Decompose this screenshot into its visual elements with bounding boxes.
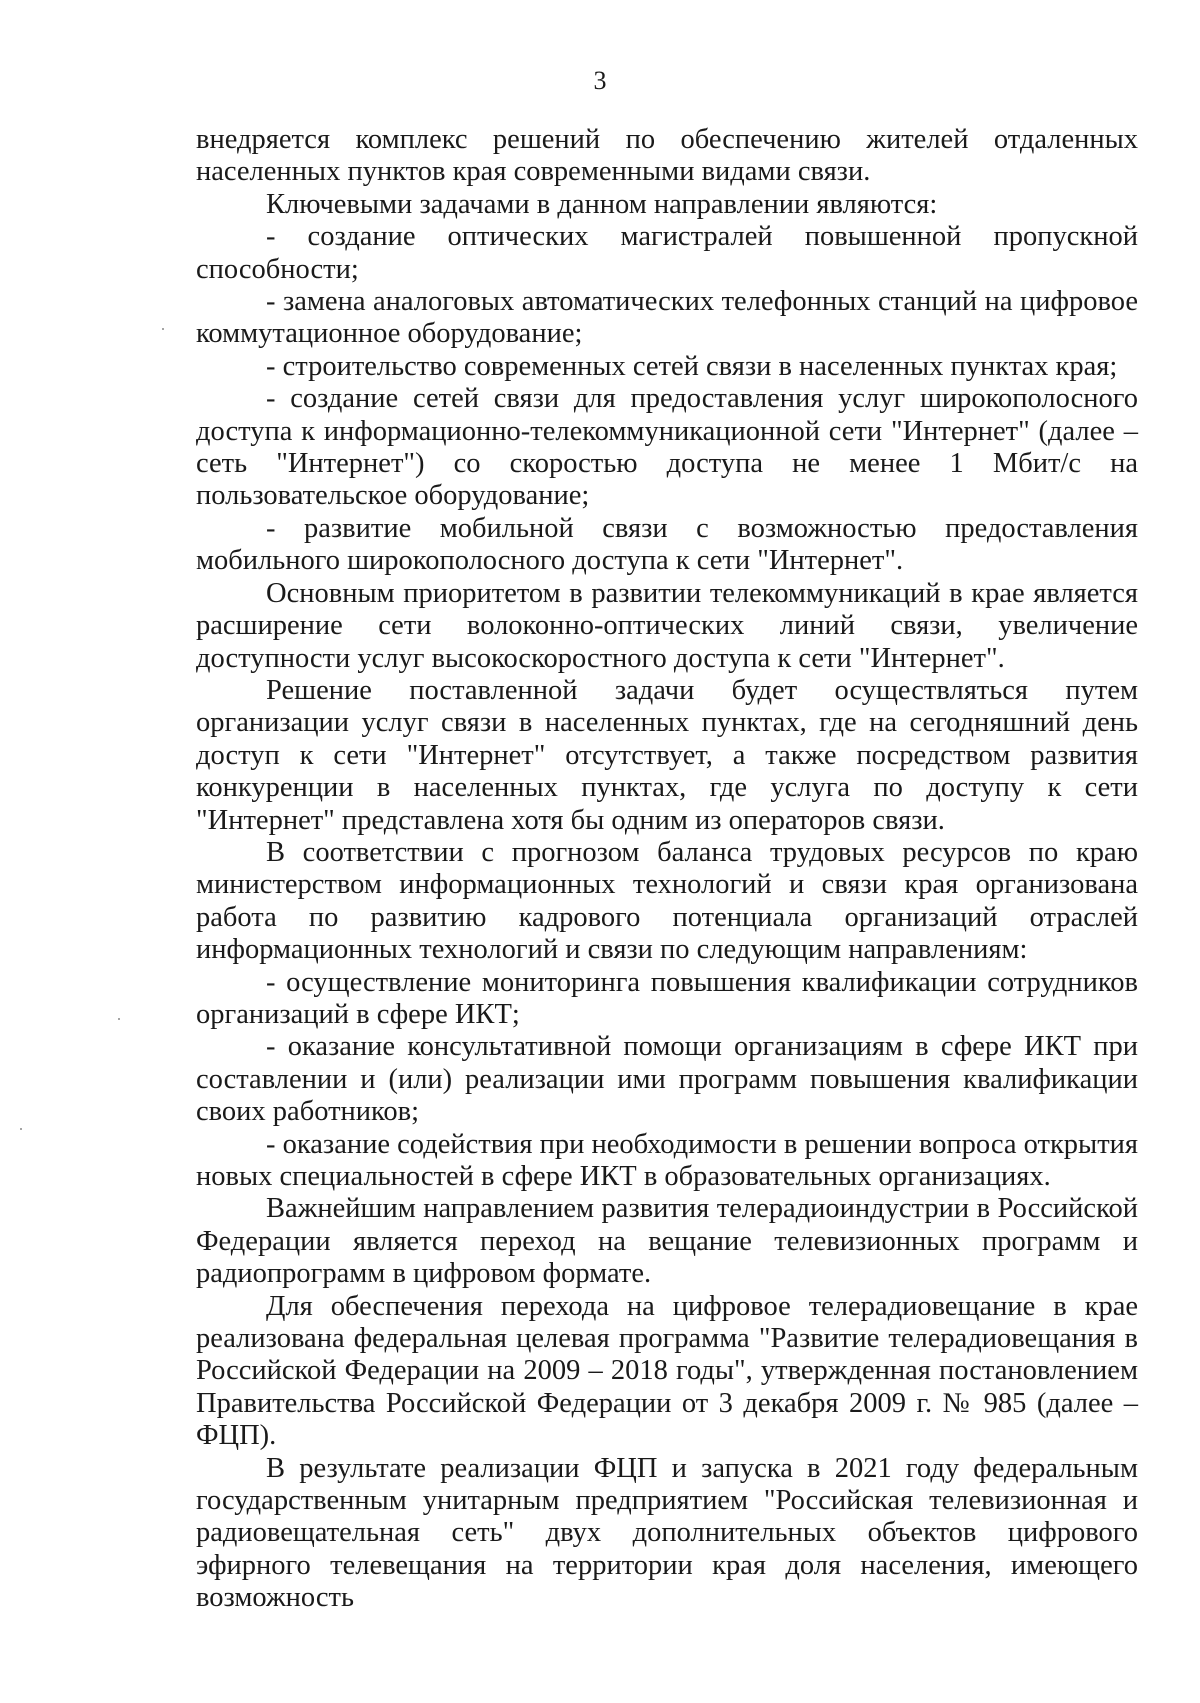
- paragraph-2: Ключевыми задачами в данном направлении являются:: [266, 188, 938, 220]
- scan-speck: [118, 1018, 120, 1020]
- list-item-broadband: - создание сетей связи для предоставления услуг широкополосного доступа к информационно-телекоммуникационной сети "Интернет" (далее – сеть "Интернет") со скоростью доступа не менее 1 Мбит/с на пользовательское оборудование;: [196, 383, 1138, 512]
- paragraph-1: внедряется комплекс решений по обеспечению жителей отдаленных населенных пунктов края современными видами связи.: [196, 124, 1138, 188]
- list-item-networks-construction: - строительство современных сетей связи в населенных пунктах края;: [266, 350, 1118, 382]
- paragraph-solution: Решение поставленной задачи будет осуществляться путем организации услуг связи в населенных пунктах, где на сегодняшний день доступ к сети "Интернет" отсутствует, а также посредством развития конкуренции в населенных пунктах, где услуга по доступу к сети "Интернет" представлена хотя бы одним из операторов связи.: [196, 674, 1138, 836]
- paragraph-priority: Основным приоритетом в развитии телекоммуникаций в крае является расширение сети волоконно-оптических линий связи, увеличение доступности услуг высокоскоростного доступа к сети "Интернет".: [196, 577, 1138, 674]
- paragraph-labor: В соответствии с прогнозом баланса трудовых ресурсов по краю министерством информационных технологий и связи края организована работа по развитию кадрового потенциала организаций отраслей информационных технологий и связи по следующим направлениям:: [196, 836, 1138, 966]
- list-item-optical-lines: - создание оптических магистралей повышенной пропускной способности;: [196, 221, 1138, 285]
- paragraph-results: В результате реализации ФЦП и запуска в 2021 году федеральным государственным унитарным предприятием "Российская телевизионная и радиовещательная сеть" двух дополнительных объектов цифрового эфирного телевещания на территории края доля населения, имеющего возможность: [196, 1452, 1138, 1614]
- document-body: [196, 124, 1138, 1615]
- scan-speck: [20, 1128, 22, 1130]
- paragraph-fcp: Для обеспечения перехода на цифровое телерадиовещание в крае реализована федеральная целевая программа "Развитие телерадиовещания в Российской Федерации на 2009 – 2018 годы", утвержденная постановлением Правительства Российской Федерации от 3 декабря 2009 г. № 985 (далее – ФЦП).: [196, 1290, 1138, 1452]
- list-item-consulting: - оказание консультативной помощи организациям в сфере ИКТ при составлении и (или) реализации ими программ повышения квалификации своих работников;: [196, 1031, 1138, 1128]
- list-item-monitoring: - осуществление мониторинга повышения квалификации сотрудников организаций в сфере ИКТ;: [196, 966, 1138, 1030]
- page-number: 3: [593, 66, 607, 95]
- scan-speck: [162, 328, 164, 330]
- list-item-phone-stations: - замена аналоговых автоматических телефонных станций на цифровое коммутационное оборудование;: [196, 286, 1138, 350]
- list-item-mobile: - развитие мобильной связи с возможностью предоставления мобильного широкополосного доступа к сети "Интернет".: [196, 512, 1138, 577]
- paragraph-tv-radio: Важнейшим направлением развития телерадиоиндустрии в Российской Федерации является переход на вещание телевизионных программ и радиопрограмм в цифровом формате.: [196, 1193, 1138, 1290]
- list-item-specialties: - оказание содействия при необходимости в решении вопроса открытия новых специальностей в сфере ИКТ в образовательных организациях.: [196, 1128, 1139, 1192]
